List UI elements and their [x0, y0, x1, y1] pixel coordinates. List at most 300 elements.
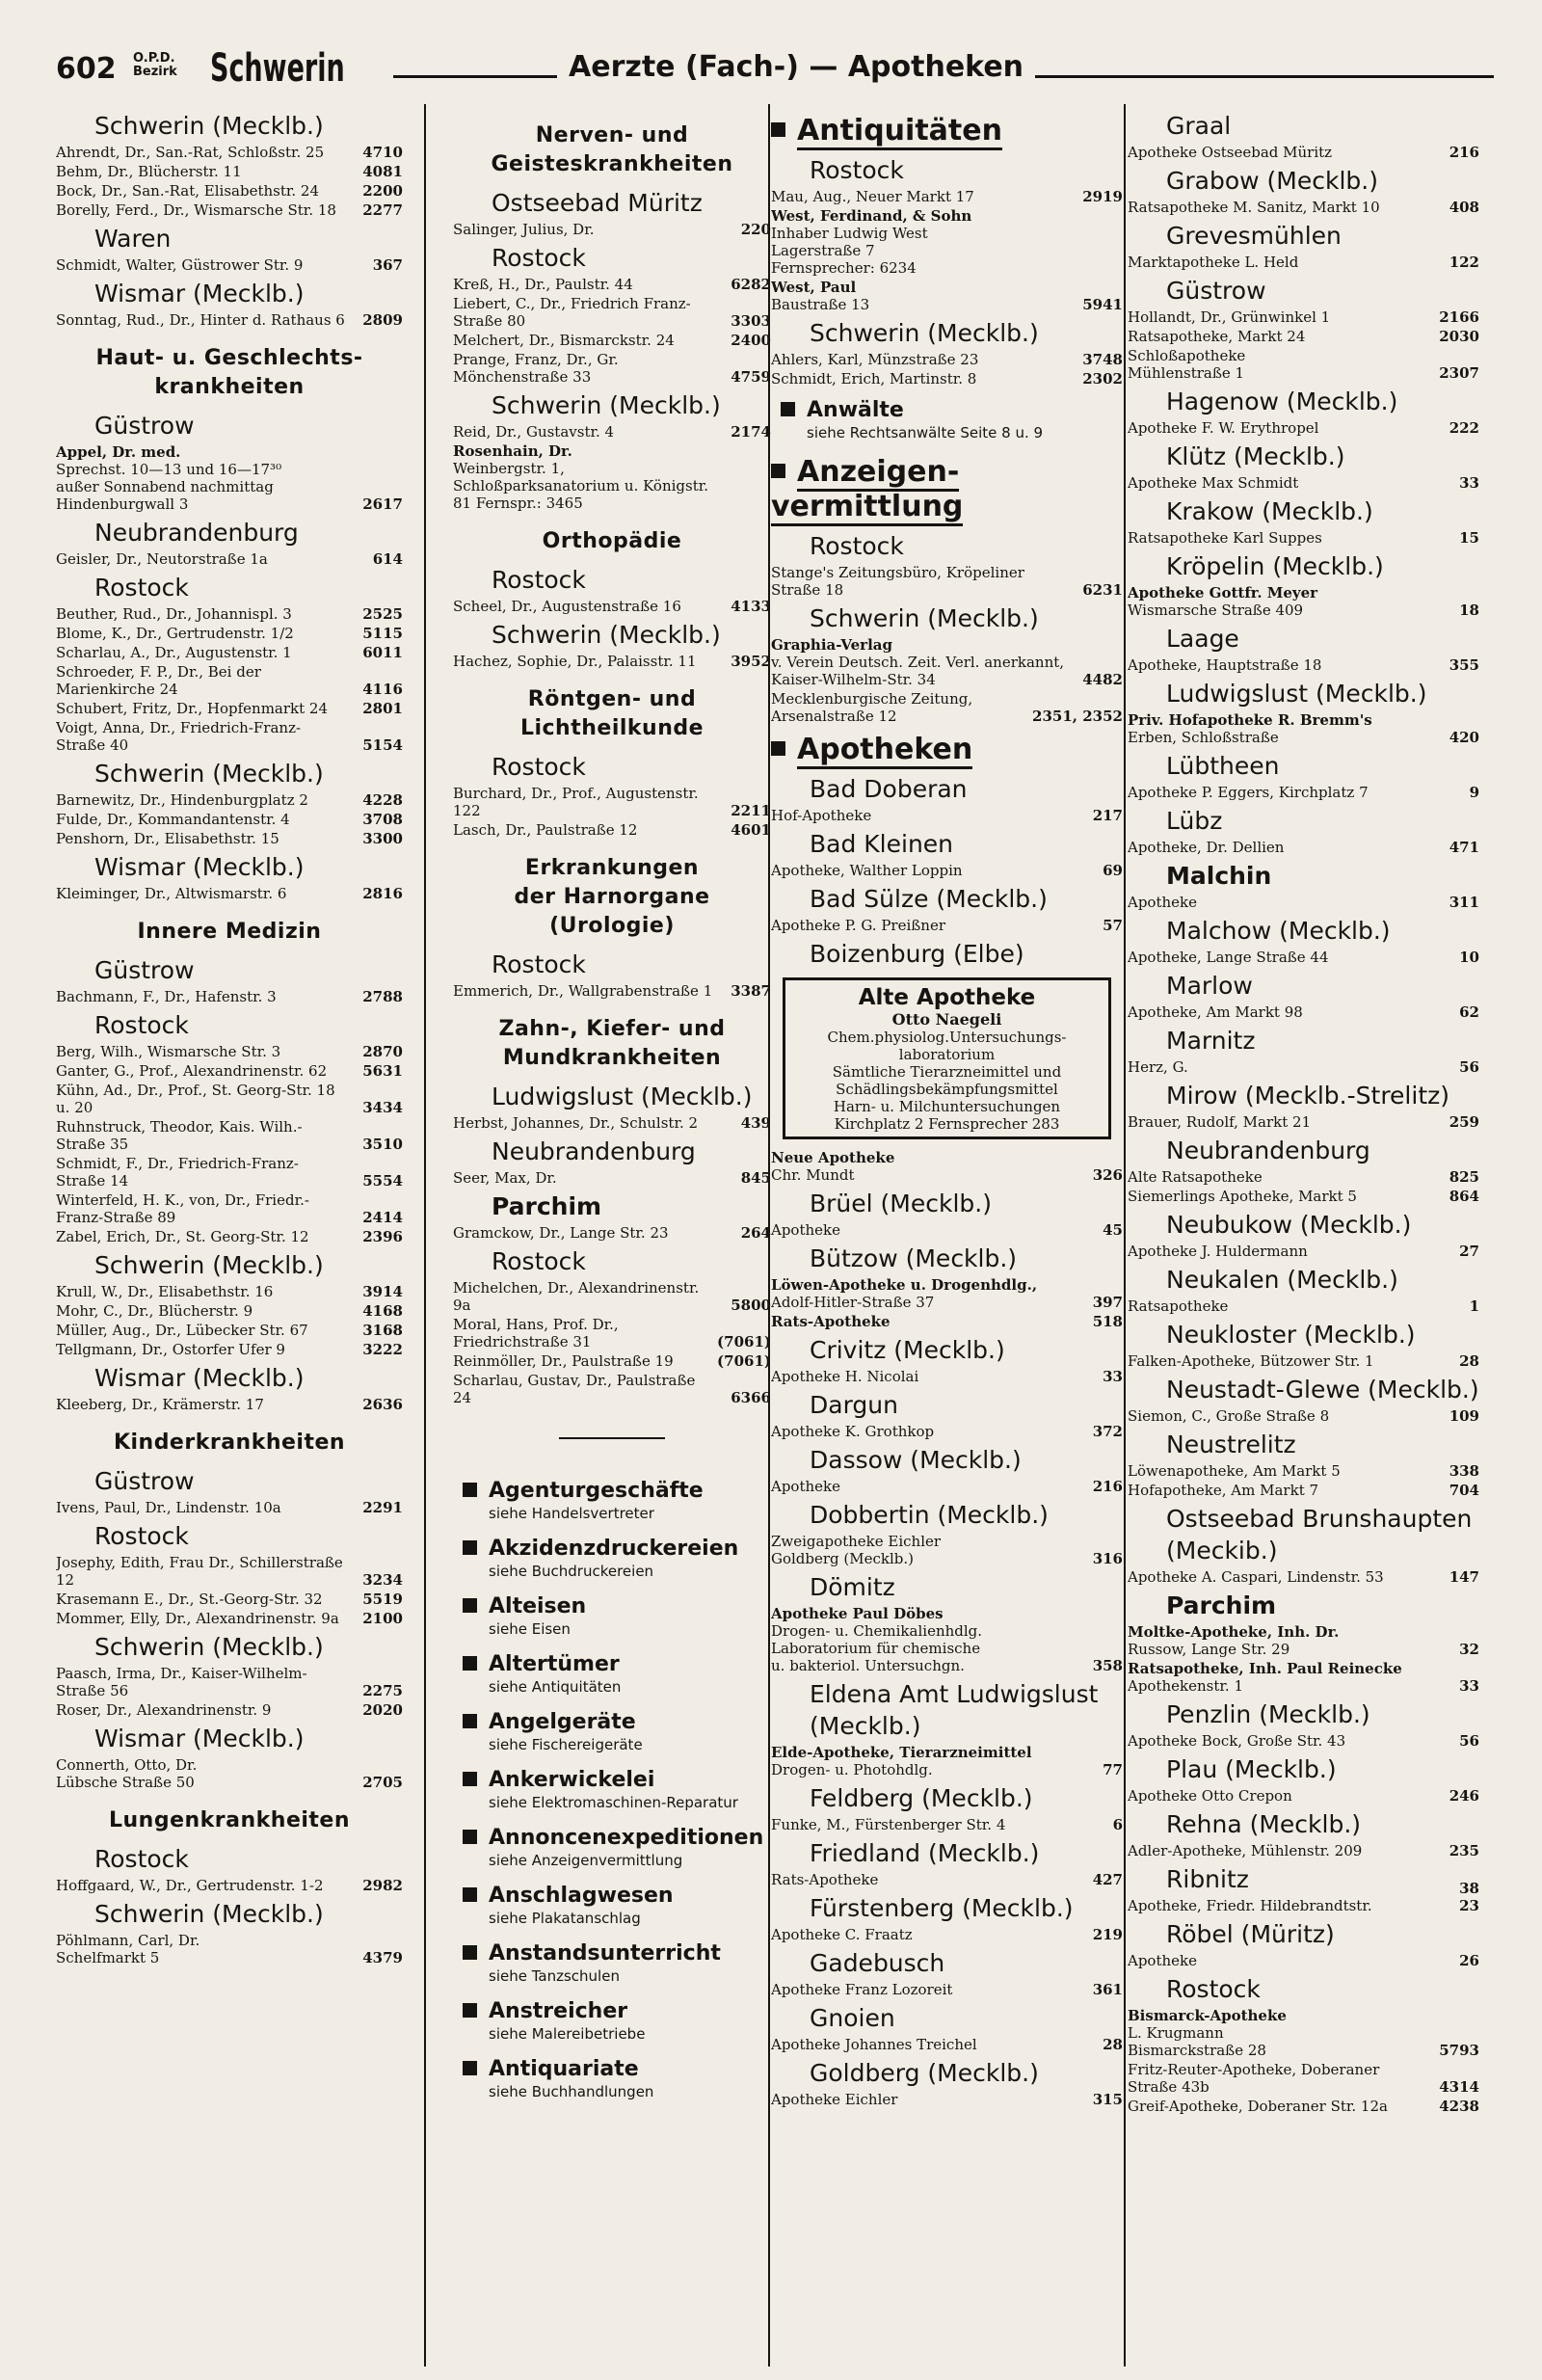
entry-text: Schmidt, F., Dr., Friedrich-Franz-Straße 14 [56, 1155, 299, 1190]
listing-entry [1128, 1880, 1479, 1914]
phone-number: 311 [1449, 894, 1479, 911]
town-heading: Eldena Amt Ludwigslust (Mecklb.) [810, 1680, 1099, 1740]
listing-entry [453, 821, 771, 839]
phone-number: 2414 [362, 1209, 403, 1226]
phone-number: 3914 [362, 1283, 403, 1300]
phone-number: 217 [1092, 807, 1123, 824]
entry-text: Fritz-Reuter-Apotheke, Doberaner Straße 43b [1128, 2061, 1380, 2096]
entry-text: Neue Apotheke Chr. Mundt [771, 1149, 895, 1184]
listing-entry [56, 311, 403, 329]
phone-number: 222 [1449, 419, 1479, 437]
phone-number: 316 [1092, 1550, 1123, 1567]
phone-number: 2525 [362, 605, 403, 623]
phone-number: 216 [1092, 1478, 1123, 1495]
entry-text: Schloßapotheke Mühlenstraße 1 [1128, 347, 1246, 382]
entry-text: Pöhlmann, Carl, Dr. Schelfmarkt 5 [56, 1932, 200, 1966]
phone-number: 122 [1449, 254, 1479, 271]
phone-number: 3708 [362, 811, 403, 828]
phone-number: 33 [1459, 474, 1479, 492]
phone-number: 5941 [1082, 296, 1123, 313]
cross-reference-see: siehe Buchdruckereien [489, 1563, 654, 1580]
entry-text: Mohr, C., Dr., Blücherstr. 9 [56, 1302, 253, 1320]
entry-text: Appel, Dr. med. Sprechst. 10—13 und 16—17³⁰ außer Sonnabend nachmittag Hindenburgwall 3 [56, 443, 282, 513]
listing-entry [56, 1591, 403, 1608]
phone-number: 3434 [362, 1099, 403, 1116]
cross-reference-title [463, 1767, 771, 1794]
listing-entry [1128, 529, 1479, 547]
phone-number: 57 [1103, 917, 1123, 934]
entry-text: Apotheke Otto Crepon [1128, 1787, 1292, 1805]
phone-number: 109 [1449, 1407, 1479, 1425]
town-heading: Rostock [810, 532, 904, 560]
entry-text: Mommer, Elly, Dr., Alexandrinenstr. 9a [56, 1610, 339, 1627]
town-heading: Rostock [810, 156, 904, 184]
phone-number: 4314 [1439, 2078, 1479, 2096]
entry-text: Apotheke P. Eggers, Kirchplatz 7 [1128, 784, 1369, 801]
entry-text: Hof-Apotheke [771, 807, 872, 824]
listing-entry [56, 830, 403, 847]
listing-entry [56, 1396, 403, 1413]
listing-entry [56, 644, 403, 661]
entry-text: Rats-Apotheke [771, 1871, 879, 1888]
cross-reference-label: Angelgeräte [489, 1710, 636, 1734]
cross-reference-label: Akzidenzdruckereien [489, 1537, 739, 1561]
cross-reference-see: siehe Rechtsanwälte Seite 8 u. 9 [807, 424, 1044, 441]
cross-reference-title [781, 397, 1123, 424]
entry-text: Rats-Apotheke [771, 1313, 891, 1330]
listing-entry [1128, 1842, 1479, 1859]
entry-text: Greif-Apotheke, Doberaner Str. 12a [1128, 2098, 1388, 2115]
cross-reference-see: siehe Anzeigenvermittlung [489, 1852, 683, 1869]
listing-entry [1128, 308, 1479, 326]
phone-number: 2307 [1439, 364, 1479, 382]
listing-entry [56, 811, 403, 828]
listing-entry [453, 653, 771, 670]
entry-text: Herz, G. [1128, 1058, 1188, 1076]
town-heading: Ribnitz [1166, 1865, 1249, 1893]
town-heading: Rostock [492, 950, 586, 978]
advert-body: Chem.physiolog.Untersuchungs- laboratorium Sämtliche Tierarzneimittel und Schädlingsbekämpfungsmittel Harn- u. Milchuntersuchungen Kirchplatz 2 Fernsprecher 283 [827, 1029, 1067, 1133]
phone-number: 2351, 2352 [1032, 708, 1123, 725]
entry-text: Funke, M., Fürstenberger Str. 4 [771, 1816, 1006, 1833]
town-heading: Schwerin (Mecklb.) [810, 604, 1039, 632]
entry-text: Josephy, Edith, Frau Dr., Schillerstraße 12 [56, 1554, 343, 1589]
entry-text: Apotheke A. Caspari, Lindenstr. 53 [1128, 1568, 1384, 1586]
entry-text: Apotheke J. Huldermann [1128, 1243, 1308, 1260]
entry-text: Winterfeld, H. K., von, Dr., Friedr.-Franz-Straße 89 [56, 1191, 309, 1226]
square-bullet-icon [771, 464, 785, 478]
town-heading: Neubukow (Mecklb.) [1166, 1211, 1412, 1239]
town-heading: Plau (Mecklb.) [1166, 1755, 1337, 1783]
entry-text: Ivens, Paul, Dr., Lindenstr. 10a [56, 1499, 281, 1516]
listing-entry [1128, 839, 1479, 856]
town-heading: Krakow (Mecklb.) [1166, 497, 1373, 525]
town-heading: Parchim [1166, 1591, 1277, 1619]
phone-number: 338 [1449, 1462, 1479, 1480]
town-heading: Feldberg (Mecklb.) [810, 1784, 1033, 1812]
town-heading: Marnitz [1166, 1027, 1256, 1055]
town-heading: Rostock [492, 566, 586, 594]
town-heading: Neustrelitz [1166, 1431, 1296, 1458]
entry-text: Kühn, Ad., Dr., Prof., St. Georg-Str. 18 u. 20 [56, 1082, 335, 1116]
phone-number: 2816 [362, 885, 403, 902]
town-heading: Schwerin (Mecklb.) [94, 1900, 324, 1928]
listing-entry [771, 1533, 1123, 1567]
category-heading: Nerven- und Geisteskrankheiten [491, 123, 733, 176]
town-heading: Rostock [94, 1011, 189, 1039]
phone-number: 4081 [362, 163, 403, 180]
town-heading: Rostock [94, 1522, 189, 1550]
square-bullet-icon [463, 1540, 477, 1555]
phone-number: 6366 [731, 1389, 771, 1406]
cross-reference-see: siehe Buchhandlungen [489, 2083, 654, 2100]
entry-text: Apotheke Franz Lozoreit [771, 1981, 953, 1998]
column-3 [771, 106, 1123, 2371]
listing-entry [771, 862, 1123, 879]
phone-number: 6282 [731, 276, 771, 293]
listing-entry [1128, 328, 1479, 345]
listing-entry [56, 1932, 403, 1966]
phone-number: 3748 [1082, 351, 1123, 368]
entry-text: Apotheke Bock, Große Str. 43 [1128, 1732, 1346, 1750]
phone-number: 3387 [731, 982, 771, 1000]
town-heading: Dömitz [810, 1573, 895, 1601]
phone-number: 471 [1449, 839, 1479, 856]
cross-reference-see: siehe Tanzschulen [489, 1967, 620, 1985]
phone-number: 367 [372, 256, 403, 274]
town-heading: Kröpelin (Mecklb.) [1166, 552, 1384, 580]
listing-entry [453, 351, 771, 386]
section-heading [771, 114, 1123, 148]
entry-text: Müller, Aug., Dr., Lübecker Str. 67 [56, 1322, 308, 1339]
cross-reference-title [463, 1998, 771, 2025]
entry-text: Priv. Hofapotheke R. Bremm's Erben, Schloßstraße [1128, 711, 1372, 746]
listing-entry [771, 564, 1123, 599]
entry-text: Barnewitz, Dr., Hindenburgplatz 2 [56, 791, 308, 809]
square-bullet-icon [463, 1772, 477, 1786]
listing-entry [1128, 144, 1479, 161]
entry-text: Adler-Apotheke, Mühlenstr. 209 [1128, 1842, 1363, 1859]
phone-number: 38 23 [1459, 1880, 1479, 1914]
phone-number: 2400 [731, 332, 771, 349]
listing-entry [771, 1871, 1123, 1888]
listing-entry [1128, 254, 1479, 271]
phone-number: 45 [1103, 1221, 1123, 1239]
listing-entry [1128, 711, 1479, 746]
entry-text: Fulde, Dr., Kommandantenstr. 4 [56, 811, 290, 828]
phone-number: 26 [1459, 1952, 1479, 1969]
phone-number: 361 [1092, 1981, 1123, 1998]
phone-number: 5793 [1439, 2042, 1479, 2059]
listing-entry [453, 442, 771, 512]
town-heading: Klütz (Mecklb.) [1166, 442, 1345, 470]
listing-entry [771, 370, 1123, 388]
section-heading [771, 455, 1123, 524]
entry-text: Apotheke, Hauptstraße 18 [1128, 656, 1322, 674]
phone-number: 10 [1459, 949, 1479, 966]
cross-reference [463, 1883, 771, 1927]
cross-reference-see: siehe Antiquitäten [489, 1678, 622, 1696]
column-2 [453, 106, 771, 2371]
listing-entry [56, 1665, 403, 1699]
listing-entry [771, 1478, 1123, 1495]
square-bullet-icon [463, 1483, 477, 1497]
listing-entry [56, 1062, 403, 1080]
listing-entry [771, 1816, 1123, 1833]
cross-reference-see: siehe Eisen [489, 1620, 571, 1638]
entry-text: Apotheke [1128, 894, 1197, 911]
category-heading: Zahn-, Kiefer- und Mundkrankheiten [498, 1017, 726, 1070]
listing-entry [771, 1276, 1123, 1311]
entry-text: Bachmann, F., Dr., Hafenstr. 3 [56, 988, 277, 1005]
listing-entry [453, 423, 771, 441]
entry-text: West, Paul Baustraße 13 [771, 279, 870, 313]
section-heading-label: Antiquitäten [797, 114, 1002, 150]
entry-text: Melchert, Dr., Bismarckstr. 24 [453, 332, 675, 349]
phone-number: 18 [1459, 602, 1479, 619]
listing-entry [771, 1744, 1123, 1778]
entry-text: Herbst, Johannes, Dr., Schulstr. 2 [453, 1114, 699, 1132]
town-heading: Ludwigslust (Mecklb.) [492, 1083, 753, 1110]
town-heading: Neustadt-Glewe (Mecklb.) [1166, 1376, 1479, 1404]
phone-number: 5519 [362, 1591, 403, 1608]
cross-reference-title [463, 1651, 771, 1678]
entry-text: Alte Ratsapotheke [1128, 1168, 1263, 1186]
phone-number: 6 [1112, 1816, 1123, 1833]
cross-reference-label: Altertümer [489, 1652, 620, 1676]
town-heading: Bützow (Mecklb.) [810, 1244, 1018, 1272]
entry-text: Michelchen, Dr., Alexandrinenstr. 9a [453, 1279, 700, 1314]
listing-entry [1128, 1568, 1479, 1586]
entry-text: Tellgmann, Dr., Ostorfer Ufer 9 [56, 1341, 285, 1358]
cross-reference-title [463, 1825, 771, 1852]
entry-text: Lasch, Dr., Paulstraße 12 [453, 821, 638, 839]
listing-entry [56, 1322, 403, 1339]
entry-text: Apotheke F. W. Erythropel [1128, 419, 1319, 437]
entry-text: Kleiminger, Dr., Altwismarstr. 6 [56, 885, 287, 902]
entry-text: Schmidt, Walter, Güstrower Str. 9 [56, 256, 304, 274]
cross-reference-label: Alteisen [489, 1594, 587, 1618]
square-bullet-icon [463, 1656, 477, 1671]
town-heading: Dobbertin (Mecklb.) [810, 1501, 1049, 1529]
cross-reference [463, 1536, 771, 1580]
town-heading: Ludwigslust (Mecklb.) [1166, 680, 1427, 708]
section-heading [771, 733, 1123, 767]
phone-number: 246 [1449, 1787, 1479, 1805]
cross-reference-label: Antiquariate [489, 2057, 639, 2081]
column-divider [424, 104, 426, 2367]
district-label: O.P.D. Bezirk [133, 51, 177, 79]
listing-entry [56, 1756, 403, 1791]
entry-text: Scheel, Dr., Augustenstraße 16 [453, 598, 681, 615]
cross-reference-title [463, 1593, 771, 1620]
entry-text: Reid, Dr., Gustavstr. 4 [453, 423, 615, 441]
cross-reference-title [463, 1940, 771, 1967]
listing-entry [1128, 1188, 1479, 1205]
phone-number: 219 [1092, 1926, 1123, 1943]
entry-text: Hoffgaard, W., Dr., Gertrudenstr. 1-2 [56, 1877, 324, 1894]
listing-entry [1128, 1058, 1479, 1076]
listing-entry [1128, 347, 1479, 382]
listing-entry [1128, 2061, 1479, 2096]
entry-text: Scharlau, Gustav, Dr., Paulstraße 24 [453, 1372, 696, 1406]
cross-reference [463, 1940, 771, 1985]
town-heading: Brüel (Mecklb.) [810, 1190, 992, 1217]
cross-reference-label: Anstreicher [489, 1999, 628, 2023]
listing-entry [1128, 2098, 1479, 2115]
phone-number: 2919 [1082, 188, 1123, 205]
entry-text: Zweigapotheke Eichler Goldberg (Mecklb.) [771, 1533, 942, 1567]
entry-text: Seer, Max, Dr. [453, 1169, 557, 1187]
town-heading: Neubrandenburg [94, 519, 299, 547]
entry-text: Apotheke H. Nicolai [771, 1368, 919, 1385]
entry-text: Ratsapotheke [1128, 1297, 1229, 1315]
town-heading: Wismar (Mecklb.) [94, 280, 305, 308]
listing-entry [56, 988, 403, 1005]
listing-entry [453, 1316, 771, 1350]
town-heading: Rostock [1166, 1975, 1261, 2003]
listing-entry [1128, 1003, 1479, 1021]
listing-entry [771, 351, 1123, 368]
phone-number: 825 [1449, 1168, 1479, 1186]
town-heading: Friedland (Mecklb.) [810, 1839, 1040, 1867]
phone-number: 2705 [362, 1774, 403, 1791]
phone-number: (7061) [717, 1352, 771, 1370]
listing-entry [1128, 2007, 1479, 2059]
page-number: 602 [56, 52, 117, 86]
town-heading: Güstrow [94, 1467, 195, 1495]
entry-text: Sonntag, Rud., Dr., Hinter d. Rathaus 6 [56, 311, 345, 329]
phone-number: 864 [1449, 1188, 1479, 1205]
listing-entry [453, 598, 771, 615]
phone-number: 15 [1459, 529, 1479, 547]
entry-text: Mau, Aug., Neuer Markt 17 [771, 188, 974, 205]
cross-reference-title [463, 1709, 771, 1736]
phone-number: 1 [1469, 1297, 1479, 1315]
phone-number: 4228 [362, 791, 403, 809]
square-bullet-icon [463, 2061, 477, 2075]
phone-number: 216 [1449, 144, 1479, 161]
page-header [56, 46, 1494, 100]
phone-number: 220 [740, 221, 771, 238]
entry-text: Krasemann E., Dr., St.-Georg-Str. 32 [56, 1591, 323, 1608]
column-4 [1128, 106, 1479, 2371]
advert-owner: Otto Naegeli [891, 1010, 1002, 1029]
phone-number: 420 [1449, 729, 1479, 746]
listing-entry [56, 663, 403, 698]
phone-number: 355 [1449, 656, 1479, 674]
town-heading: Lübz [1166, 807, 1223, 835]
town-heading: Schwerin (Mecklb.) [810, 319, 1039, 347]
town-heading: Crivitz (Mecklb.) [810, 1336, 1005, 1364]
phone-number: 397 [1092, 1294, 1123, 1311]
phone-number: 614 [372, 550, 403, 568]
entry-text: Schmidt, Erich, Martinstr. 8 [771, 370, 977, 388]
listing-entry [453, 332, 771, 349]
phone-number: 3168 [362, 1322, 403, 1339]
phone-number: 264 [740, 1224, 771, 1242]
town-heading: Ostseebad Müritz [492, 189, 703, 217]
entry-text: Penshorn, Dr., Elisabethstr. 15 [56, 830, 279, 847]
listing-entry [453, 1279, 771, 1314]
phone-number: 2277 [362, 201, 403, 219]
entry-text: Prange, Franz, Dr., Gr. Mönchenstraße 33 [453, 351, 619, 386]
listing-entry [1128, 419, 1479, 437]
entry-text: Falken-Apotheke, Bützower Str. 1 [1128, 1352, 1374, 1370]
category-heading: Röntgen- und Lichtheilkunde [519, 687, 705, 740]
listing-entry [453, 982, 771, 1000]
entry-text: Hachez, Sophie, Dr., Palaisstr. 11 [453, 653, 697, 670]
phone-number: 5154 [362, 736, 403, 754]
listing-entry [771, 1313, 1123, 1330]
phone-number: 235 [1449, 1842, 1479, 1859]
phone-number: 77 [1103, 1761, 1123, 1778]
listing-entry [771, 1221, 1123, 1239]
entry-text: Geisler, Dr., Neutorstraße 1a [56, 550, 268, 568]
listing-entry [56, 1082, 403, 1116]
entry-text: West, Ferdinand, & Sohn Inhaber Ludwig West Lagerstraße 7 Fernsprecher: 6234 [771, 207, 972, 277]
phone-number: 2302 [1082, 370, 1123, 388]
listing-entry [56, 144, 403, 161]
phone-number: 2211 [731, 802, 771, 819]
square-bullet-icon [463, 1830, 477, 1844]
listing-entry [771, 1423, 1123, 1440]
cross-reference [463, 2056, 771, 2100]
entry-text: Hollandt, Dr., Grünwinkel 1 [1128, 308, 1331, 326]
listing-entry [1128, 1732, 1479, 1750]
town-heading: Grabow (Mecklb.) [1166, 167, 1378, 195]
phone-number: 2100 [362, 1610, 403, 1627]
phone-number: 326 [1092, 1166, 1123, 1184]
listing-entry [1128, 474, 1479, 492]
entry-text: Marktapotheke L. Held [1128, 254, 1299, 271]
phone-number: 3222 [362, 1341, 403, 1358]
listing-entry [1128, 584, 1479, 619]
phone-number: 62 [1459, 1003, 1479, 1021]
town-heading: Rostock [492, 1247, 586, 1275]
listing-entry [453, 1169, 771, 1187]
listing-entry [56, 1043, 403, 1060]
entry-text: Ratsapotheke, Inh. Paul Reinecke Apothekenstr. 1 [1128, 1660, 1402, 1695]
phone-number: 4759 [731, 368, 771, 386]
phone-number: 2020 [362, 1701, 403, 1719]
advert-title: Alte Apotheke [858, 985, 1036, 1010]
cross-reference [463, 1651, 771, 1696]
entry-text: Apotheke [771, 1478, 840, 1495]
entry-text: Moral, Hans, Prof. Dr., Friedrichstraße 31 [453, 1316, 619, 1350]
column-1 [56, 106, 403, 2371]
entry-text: Löwen-Apotheke u. Drogenhdlg., Adolf-Hitler-Straße 37 [771, 1276, 1038, 1311]
listing-entry [56, 1118, 403, 1153]
town-heading: Rostock [492, 753, 586, 781]
town-heading: Schwerin (Mecklb.) [492, 391, 721, 419]
phone-number: 56 [1459, 1732, 1479, 1750]
town-heading: Neukloster (Mecklb.) [1166, 1321, 1416, 1349]
cross-reference-label: Anschlagwesen [489, 1884, 674, 1908]
listing-entry [771, 2091, 1123, 2108]
listing-entry [1128, 1297, 1479, 1315]
listing-entry [453, 295, 771, 330]
phone-number: 2982 [362, 1877, 403, 1894]
phone-number: 32 [1459, 1641, 1479, 1658]
category-heading: Innere Medizin [137, 920, 322, 944]
phone-number: 147 [1449, 1568, 1479, 1586]
listing-entry [56, 182, 403, 200]
listing-entry [56, 1554, 403, 1589]
cross-reference-title [463, 1536, 771, 1563]
phone-number: 3510 [362, 1136, 403, 1153]
entry-text: Brauer, Rudolf, Markt 21 [1128, 1113, 1312, 1131]
